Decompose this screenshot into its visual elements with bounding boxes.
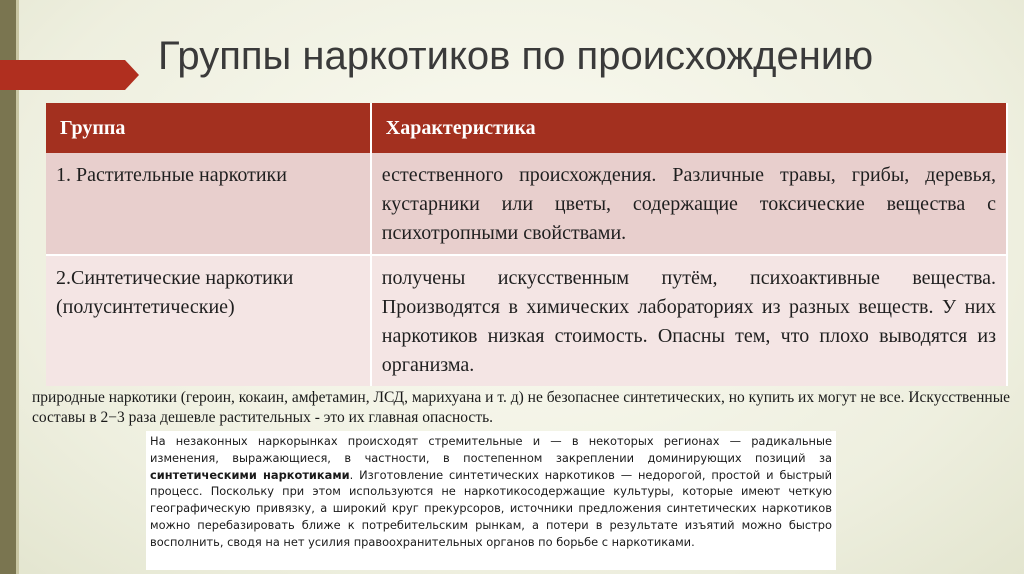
title-accent-bar	[0, 60, 125, 90]
note-text: природные наркотики (героин, кокаин, амфетамин, ЛСД, марихуана и т. д) не безопаснее синтетических, но купить их могут не все. Искусственные составы в 2−3 раза дешевле растительных - это их главная опасность.	[32, 389, 1010, 426]
excerpt-image-text	[146, 431, 836, 570]
row-2-group: 2.Синтетические наркотики (полусинтетические)	[46, 255, 371, 386]
row-2-description: получены искусственным путём, психоактивные вещества. Производятся в химических лабораториях из разных веществ. У них наркотиков низкая стоимость. Опасны тем, что плохо выводятся из организма.	[371, 255, 1007, 386]
row-1-group: 1. Растительные наркотики	[46, 153, 371, 255]
table-header-row	[46, 103, 1007, 153]
header-group: Группа	[46, 103, 371, 153]
excerpt-part-2: . Изготовление синтетических наркотиков — недорогой, простой и быстрый процесс. Поскольку при этом используются не наркотикосодержащие культуры, которые имеют четкую географическую привязку, а широкий круг прекурсоров, источники предложения синтетических наркотиков можно перебазировать ближе к потребительским рынкам, а потери в результате изъятий можно быстро восполнить, сводя на нет усилия правоохранительных органов по борьбе с наркотиками.	[150, 467, 832, 549]
table-row	[46, 255, 1007, 386]
table-row	[46, 153, 1007, 255]
excerpt-bold: синтетическими наркотиками	[150, 467, 350, 482]
slide-title: Группы наркотиков по происхождению	[158, 34, 874, 78]
row-1-description: естественного происхождения. Различные травы, грибы, деревья, кустарники или цветы, содержащие токсические вещества с психотропными свойствами.	[371, 153, 1007, 255]
drug-groups-table	[46, 103, 1008, 386]
excerpt-part-1: На незаконных наркорынках происходят стремительные и — в некоторых регионах — радикальные изменения, выражающиеся, в частности, в постепенном закреплении доминирующих позиций за	[150, 434, 832, 465]
title-accent-arrow	[125, 60, 139, 90]
header-characteristic: Характеристика	[371, 103, 1007, 153]
